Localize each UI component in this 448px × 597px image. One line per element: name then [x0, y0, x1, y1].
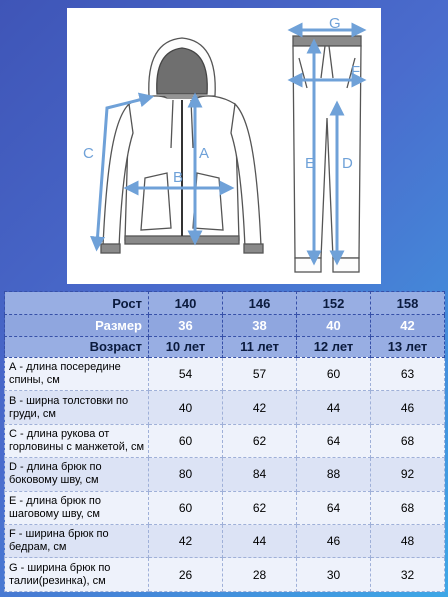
row-value: 63 — [371, 357, 445, 390]
row-value: 26 — [149, 558, 223, 592]
table-row — [5, 391, 445, 424]
row-value: 46 — [371, 391, 445, 424]
row-value: 42 — [223, 391, 297, 424]
row-description: F - ширина брюк по бедрам, см — [5, 525, 149, 558]
row-value: 92 — [371, 458, 445, 491]
row-value: 84 — [223, 458, 297, 491]
table-row — [5, 424, 445, 457]
rost-value: 158 — [371, 292, 445, 315]
row-value: 48 — [371, 525, 445, 558]
row-description: А - длина посередине спины, см — [5, 357, 149, 390]
row-description: G - ширина брюк по талии(резинка), см — [5, 558, 149, 592]
label-g: G — [329, 15, 341, 32]
hoodie-drawing — [101, 38, 263, 253]
row-value: 57 — [223, 357, 297, 390]
label-e: E — [305, 155, 316, 172]
header-row-size — [5, 315, 445, 336]
vozrast-value: 11 лет — [223, 336, 297, 357]
row-value: 54 — [149, 357, 223, 390]
row-value: 62 — [223, 424, 297, 457]
row-value: 32 — [371, 558, 445, 592]
garment-illustration — [67, 8, 381, 284]
row-value: 68 — [371, 424, 445, 457]
rost-value: 146 — [223, 292, 297, 315]
row-value: 60 — [149, 491, 223, 524]
vozrast-label: Возраст — [5, 336, 149, 357]
row-value: 60 — [297, 357, 371, 390]
row-value: 64 — [297, 491, 371, 524]
row-value: 44 — [223, 525, 297, 558]
header-row-age — [5, 336, 445, 357]
table-row — [5, 357, 445, 390]
vozrast-value: 10 лет — [149, 336, 223, 357]
razmer-value: 36 — [149, 315, 223, 336]
label-b: B — [173, 169, 184, 186]
size-table — [4, 291, 444, 592]
table-row — [5, 525, 445, 558]
table-row — [5, 458, 445, 491]
vozrast-value: 12 лет — [297, 336, 371, 357]
rost-value: 152 — [297, 292, 371, 315]
row-value: 68 — [371, 491, 445, 524]
row-value: 46 — [297, 525, 371, 558]
vozrast-value: 13 лет — [371, 336, 445, 357]
table-row — [5, 558, 445, 592]
row-value: 80 — [149, 458, 223, 491]
row-value: 30 — [297, 558, 371, 592]
label-c: C — [83, 145, 94, 162]
row-value: 88 — [297, 458, 371, 491]
row-value: 42 — [149, 525, 223, 558]
row-value: 44 — [297, 391, 371, 424]
row-value: 40 — [149, 391, 223, 424]
razmer-value: 42 — [371, 315, 445, 336]
label-f: F — [351, 63, 361, 80]
row-value: 62 — [223, 491, 297, 524]
size-diagram — [67, 8, 381, 284]
razmer-label: Размер — [5, 315, 149, 336]
label-a: A — [199, 145, 210, 162]
label-d: D — [342, 155, 353, 172]
razmer-value: 38 — [223, 315, 297, 336]
row-description: С - длина рукова от горловины с манжетой, см — [5, 424, 149, 457]
row-description: E - длина брюк по шаговому шву, см — [5, 491, 149, 524]
header-row-height — [5, 292, 445, 315]
rost-label: Рост — [5, 292, 149, 315]
table-row — [5, 491, 445, 524]
row-value: 60 — [149, 424, 223, 457]
razmer-value: 40 — [297, 315, 371, 336]
rost-value: 140 — [149, 292, 223, 315]
row-description: В - ширна толстовки по груди, см — [5, 391, 149, 424]
row-value: 28 — [223, 558, 297, 592]
row-description: D - длина брюк по боковому шву, см — [5, 458, 149, 491]
row-value: 64 — [297, 424, 371, 457]
